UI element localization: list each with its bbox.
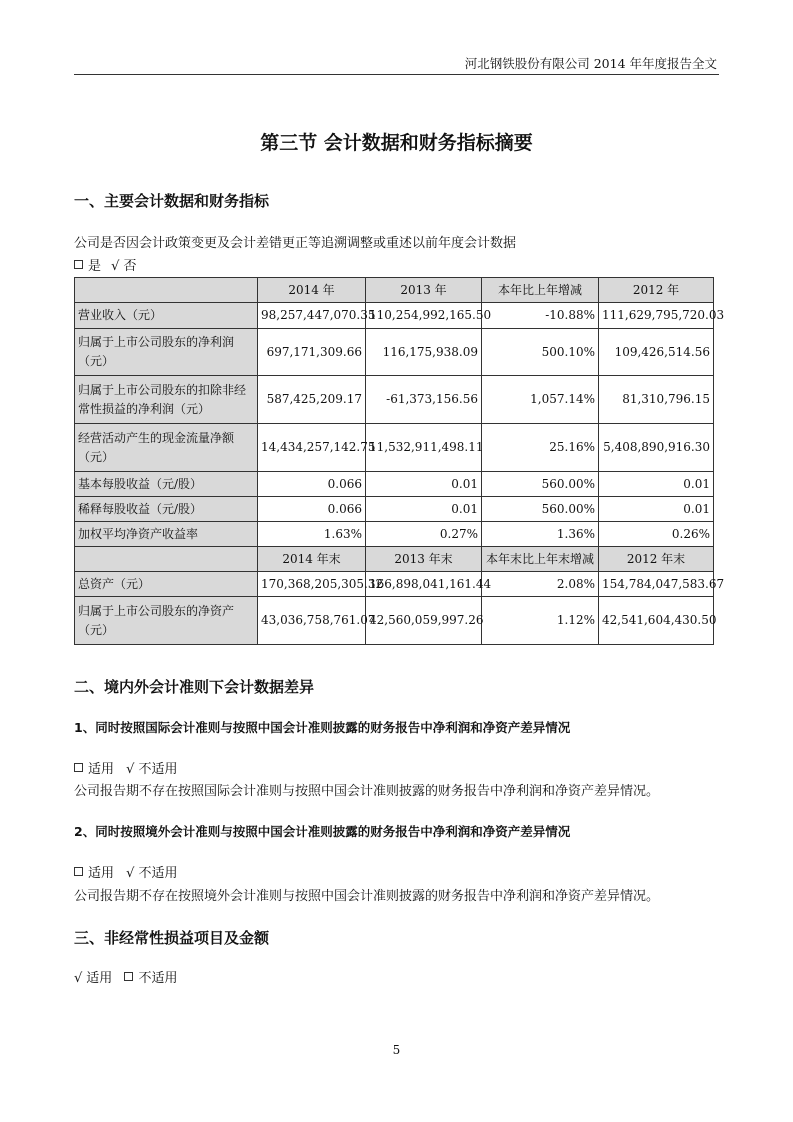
cell-value: 0.01 [599,472,714,497]
checkmark-icon: √ [74,971,83,986]
header-cell: 2013 年末 [366,547,482,572]
cell-value: 2.08% [482,572,599,597]
table-row [75,329,714,376]
restatement-options [74,255,136,274]
sub1-options [74,758,177,777]
cell-value: 116,175,938.09 [366,329,482,376]
header-cell [75,278,258,303]
option-not-applicable: 不适用 [138,971,178,986]
cell-value: 25.16% [482,424,599,472]
checkmark-icon: √ [126,866,135,881]
cell-value: -61,373,156.56 [366,376,482,424]
option-applicable: 适用 [86,971,113,986]
cell-value: 81,310,796.15 [599,376,714,424]
cell-value: 0.01 [366,472,482,497]
cell-value: 587,425,209.17 [258,376,366,424]
cell-value: 14,434,257,142.75 [258,424,366,472]
cell-value: 1.12% [482,597,599,645]
section1-heading: 一、主要会计数据和财务指标 [74,192,270,210]
header-cell: 2012 年末 [599,547,714,572]
sub2-text: 公司报告期不存在按照境外会计准则与按照中国会计准则披露的财务报告中净利润和净资产差异情况。 [74,889,660,904]
header-divider [74,74,719,75]
table-row [75,303,714,329]
header-cell: 2014 年末 [258,547,366,572]
header-cell: 2013 年 [366,278,482,303]
row-label: 基本每股收益（元/股） [75,472,258,497]
section3-heading: 三、非经常性损益项目及金额 [74,929,270,947]
option-yes: 是 [88,259,102,274]
cell-value: 0.26% [599,522,714,547]
section2-sub2-heading: 2、同时按照境外会计准则与按照中国会计准则披露的财务报告中净利润和净资产差异情况 [74,824,571,839]
table-row [75,522,714,547]
cell-value: 0.27% [366,522,482,547]
cell-value: 166,898,041,161.44 [366,572,482,597]
cell-value: 43,036,758,761.07 [258,597,366,645]
option-not-applicable: 不适用 [138,866,178,881]
section3-options [74,967,177,986]
checkbox-unchecked-icon [124,972,133,981]
cell-value: 560.00% [482,472,599,497]
table-row [75,597,714,645]
cell-value: 154,784,047,583.67 [599,572,714,597]
header-cell: 本年比上年增减 [482,278,599,303]
row-label: 经营活动产生的现金流量净额（元） [75,424,258,472]
checkbox-unchecked-icon [74,260,83,269]
option-not-applicable: 不适用 [138,762,178,777]
table-row [75,497,714,522]
cell-value: 42,541,604,430.50 [599,597,714,645]
restatement-question: 公司是否因会计政策变更及会计差错更正等追溯调整或重述以前年度会计数据 [74,236,517,251]
cell-value: 1,057.14% [482,376,599,424]
header-cell [75,547,258,572]
table-header-row [75,278,714,303]
cell-value: 500.10% [482,329,599,376]
cell-value: 0.01 [599,497,714,522]
checkbox-unchecked-icon [74,867,83,876]
header-cell: 2014 年 [258,278,366,303]
table-row [75,572,714,597]
row-label: 归属于上市公司股东的扣除非经常性损益的净利润（元） [75,376,258,424]
cell-value: 110,254,992,165.50 [366,303,482,329]
cell-value: 11,532,911,498.11 [366,424,482,472]
row-label: 营业收入（元） [75,303,258,329]
sub1-text: 公司报告期不存在按照国际会计准则与按照中国会计准则披露的财务报告中净利润和净资产差异情况。 [74,784,660,799]
table-row [75,472,714,497]
section2-sub1-heading: 1、同时按照国际会计准则与按照中国会计准则披露的财务报告中净利润和净资产差异情况 [74,720,571,735]
checkbox-unchecked-icon [74,763,83,772]
table-header-row [75,547,714,572]
row-label: 稀释每股收益（元/股） [75,497,258,522]
cell-value: -10.88% [482,303,599,329]
page-title: 第三节 会计数据和财务指标摘要 [260,132,533,154]
cell-value: 98,257,447,070.35 [258,303,366,329]
header-cell: 本年末比上年末增减 [482,547,599,572]
section2-heading: 二、境内外会计准则下会计数据差异 [74,678,315,696]
cell-value: 111,629,795,720.03 [599,303,714,329]
row-label: 归属于上市公司股东的净利润（元） [75,329,258,376]
table-row [75,376,714,424]
cell-value: 0.066 [258,472,366,497]
checkmark-icon: √ [126,762,135,777]
cell-value: 1.36% [482,522,599,547]
cell-value: 560.00% [482,497,599,522]
header-cell: 2012 年 [599,278,714,303]
cell-value: 0.01 [366,497,482,522]
option-applicable: 适用 [88,866,115,881]
cell-value: 5,408,890,916.30 [599,424,714,472]
table-row [75,424,714,472]
option-applicable: 适用 [88,762,115,777]
cell-value: 0.066 [258,497,366,522]
page-number: 5 [392,1043,401,1057]
cell-value: 1.63% [258,522,366,547]
cell-value: 170,368,205,305.32 [258,572,366,597]
row-label: 归属于上市公司股东的净资产（元） [75,597,258,645]
row-label: 总资产（元） [75,572,258,597]
document-header: 河北钢铁股份有限公司 2014 年年度报告全文 [464,56,717,71]
sub2-options [74,862,177,881]
financial-indicators-table [74,277,725,645]
cell-value: 109,426,514.56 [599,329,714,376]
row-label: 加权平均净资产收益率 [75,522,258,547]
checkmark-icon: √ [111,259,120,274]
cell-value: 697,171,309.66 [258,329,366,376]
cell-value: 42,560,059,997.26 [366,597,482,645]
option-no: 否 [123,259,137,274]
